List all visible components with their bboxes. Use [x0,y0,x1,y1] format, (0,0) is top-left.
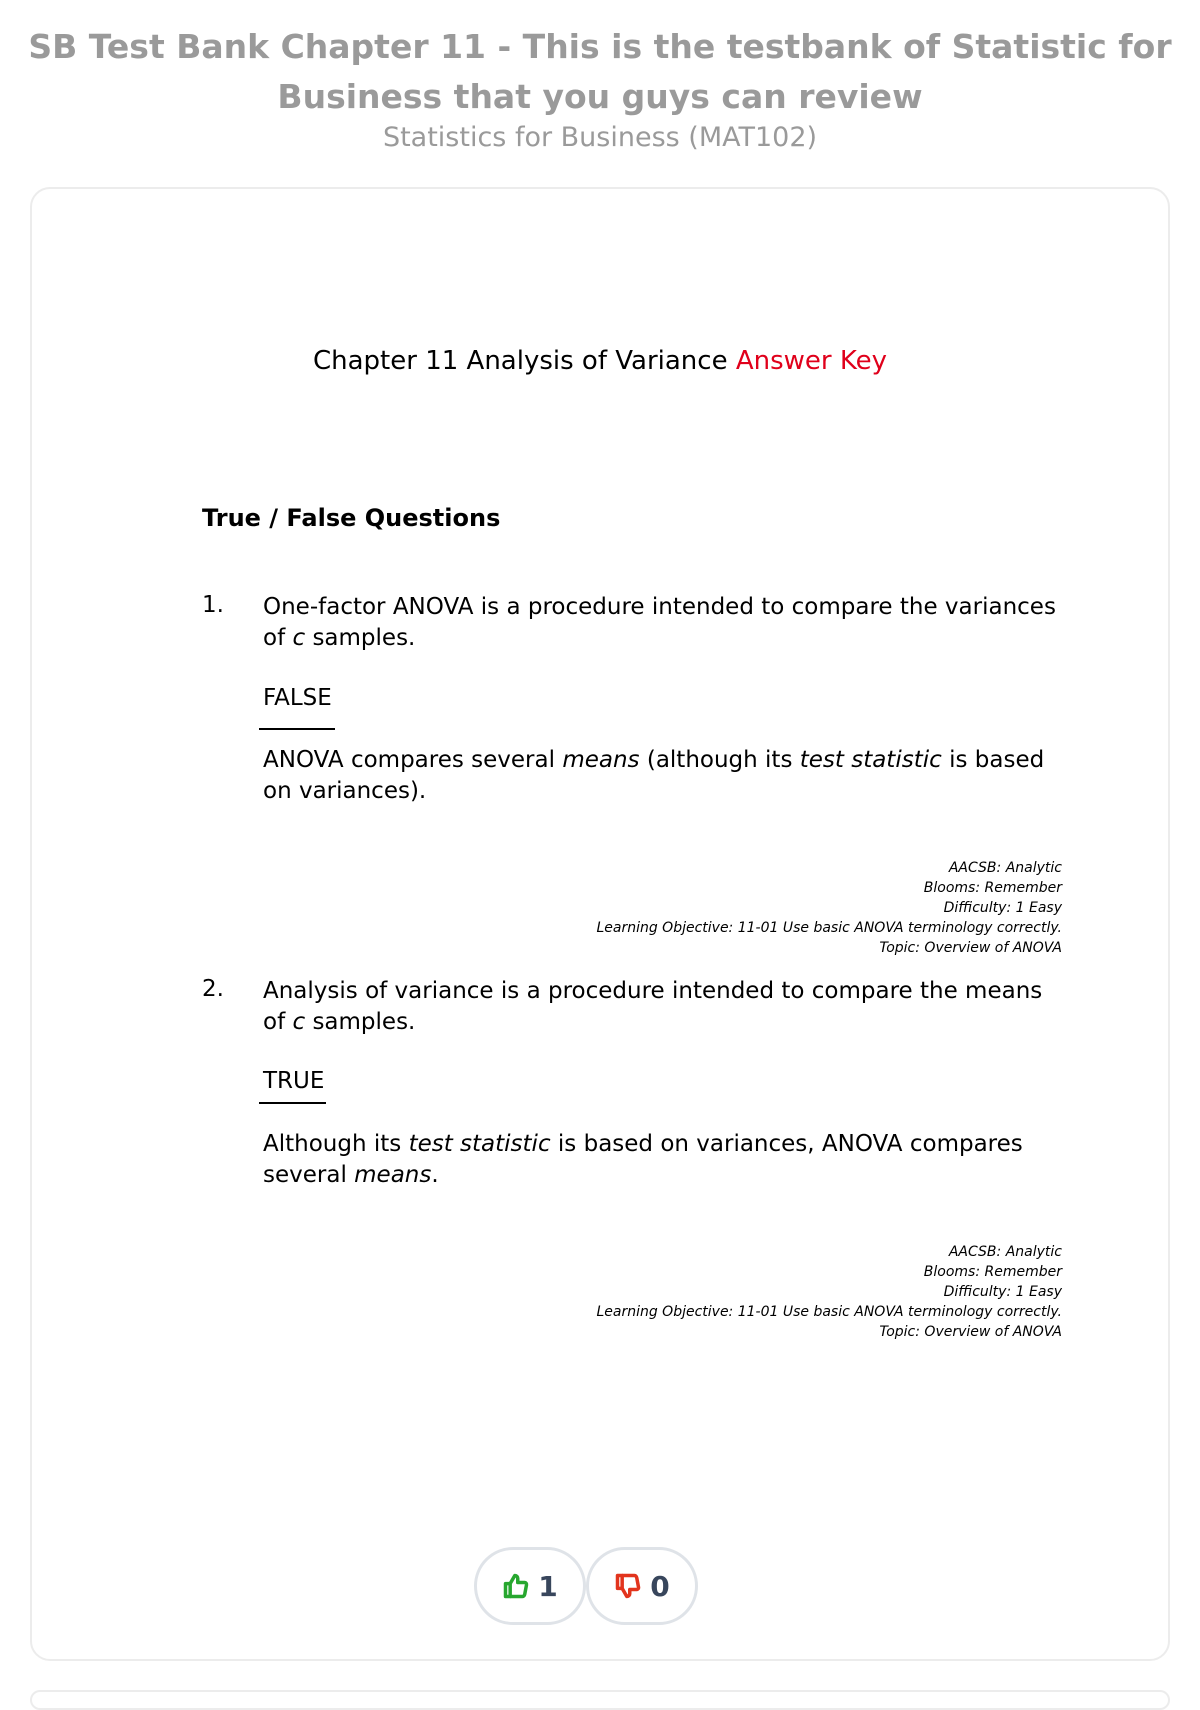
heading-text: Chapter 11 Analysis of Variance [312,346,728,376]
thumbs-down-icon [614,1572,642,1600]
meta-aacsb: AACSB: Analytic [948,1244,1062,1260]
meta-blooms: Blooms: Remember [923,880,1062,896]
thumbs-up-icon [502,1572,530,1600]
question-number: 1. [202,592,224,618]
upvote-button[interactable] [474,1547,586,1625]
answer-explanation: Although its test statistic is based on variances, ANOVA compares several means. [263,1131,1023,1188]
upvote-count: 1 [538,1569,558,1603]
meta-blooms: Blooms: Remember [923,1264,1062,1280]
answer-label: TRUE [263,1068,325,1094]
page-heading [0,346,1200,376]
question-number: 2. [202,976,224,1002]
downvote-count: 0 [650,1569,670,1603]
course-link[interactable]: Statistics for Business (MAT102) [382,122,818,153]
answer-key-label: Answer Key [735,346,888,376]
document-title: SB Test Bank Chapter 11 - This is the testbank of Statistic for Business that you guys can review [28,27,1172,116]
answer-underline [259,1102,326,1104]
answer-underline [259,728,335,730]
next-page-edge [30,1690,1170,1710]
question-metadata [462,1242,1062,1342]
question-metadata [462,858,1062,958]
meta-objective: Learning Objective: 11-01 Use basic ANOVA terminology correctly. [596,1304,1062,1320]
meta-topic: Topic: Overview of ANOVA [879,940,1062,956]
question-text: One-factor ANOVA is a procedure intended to compare the variances of c samples. [263,594,1056,651]
meta-objective: Learning Objective: 11-01 Use basic ANOVA terminology correctly. [596,920,1062,936]
answer-explanation: ANOVA compares several means (although its test statistic is based on variances). [263,747,1045,804]
meta-topic: Topic: Overview of ANOVA [879,1324,1062,1340]
meta-difficulty: Difficulty: 1 Easy [943,1284,1062,1300]
downvote-button[interactable] [586,1547,698,1625]
question-text: Analysis of variance is a procedure intended to compare the means of c samples. [263,978,1043,1035]
section-title: True / False Questions [202,504,501,532]
meta-aacsb: AACSB: Analytic [948,860,1062,876]
vote-bar [474,1547,700,1625]
meta-difficulty: Difficulty: 1 Easy [943,900,1062,916]
answer-label: FALSE [263,685,332,711]
